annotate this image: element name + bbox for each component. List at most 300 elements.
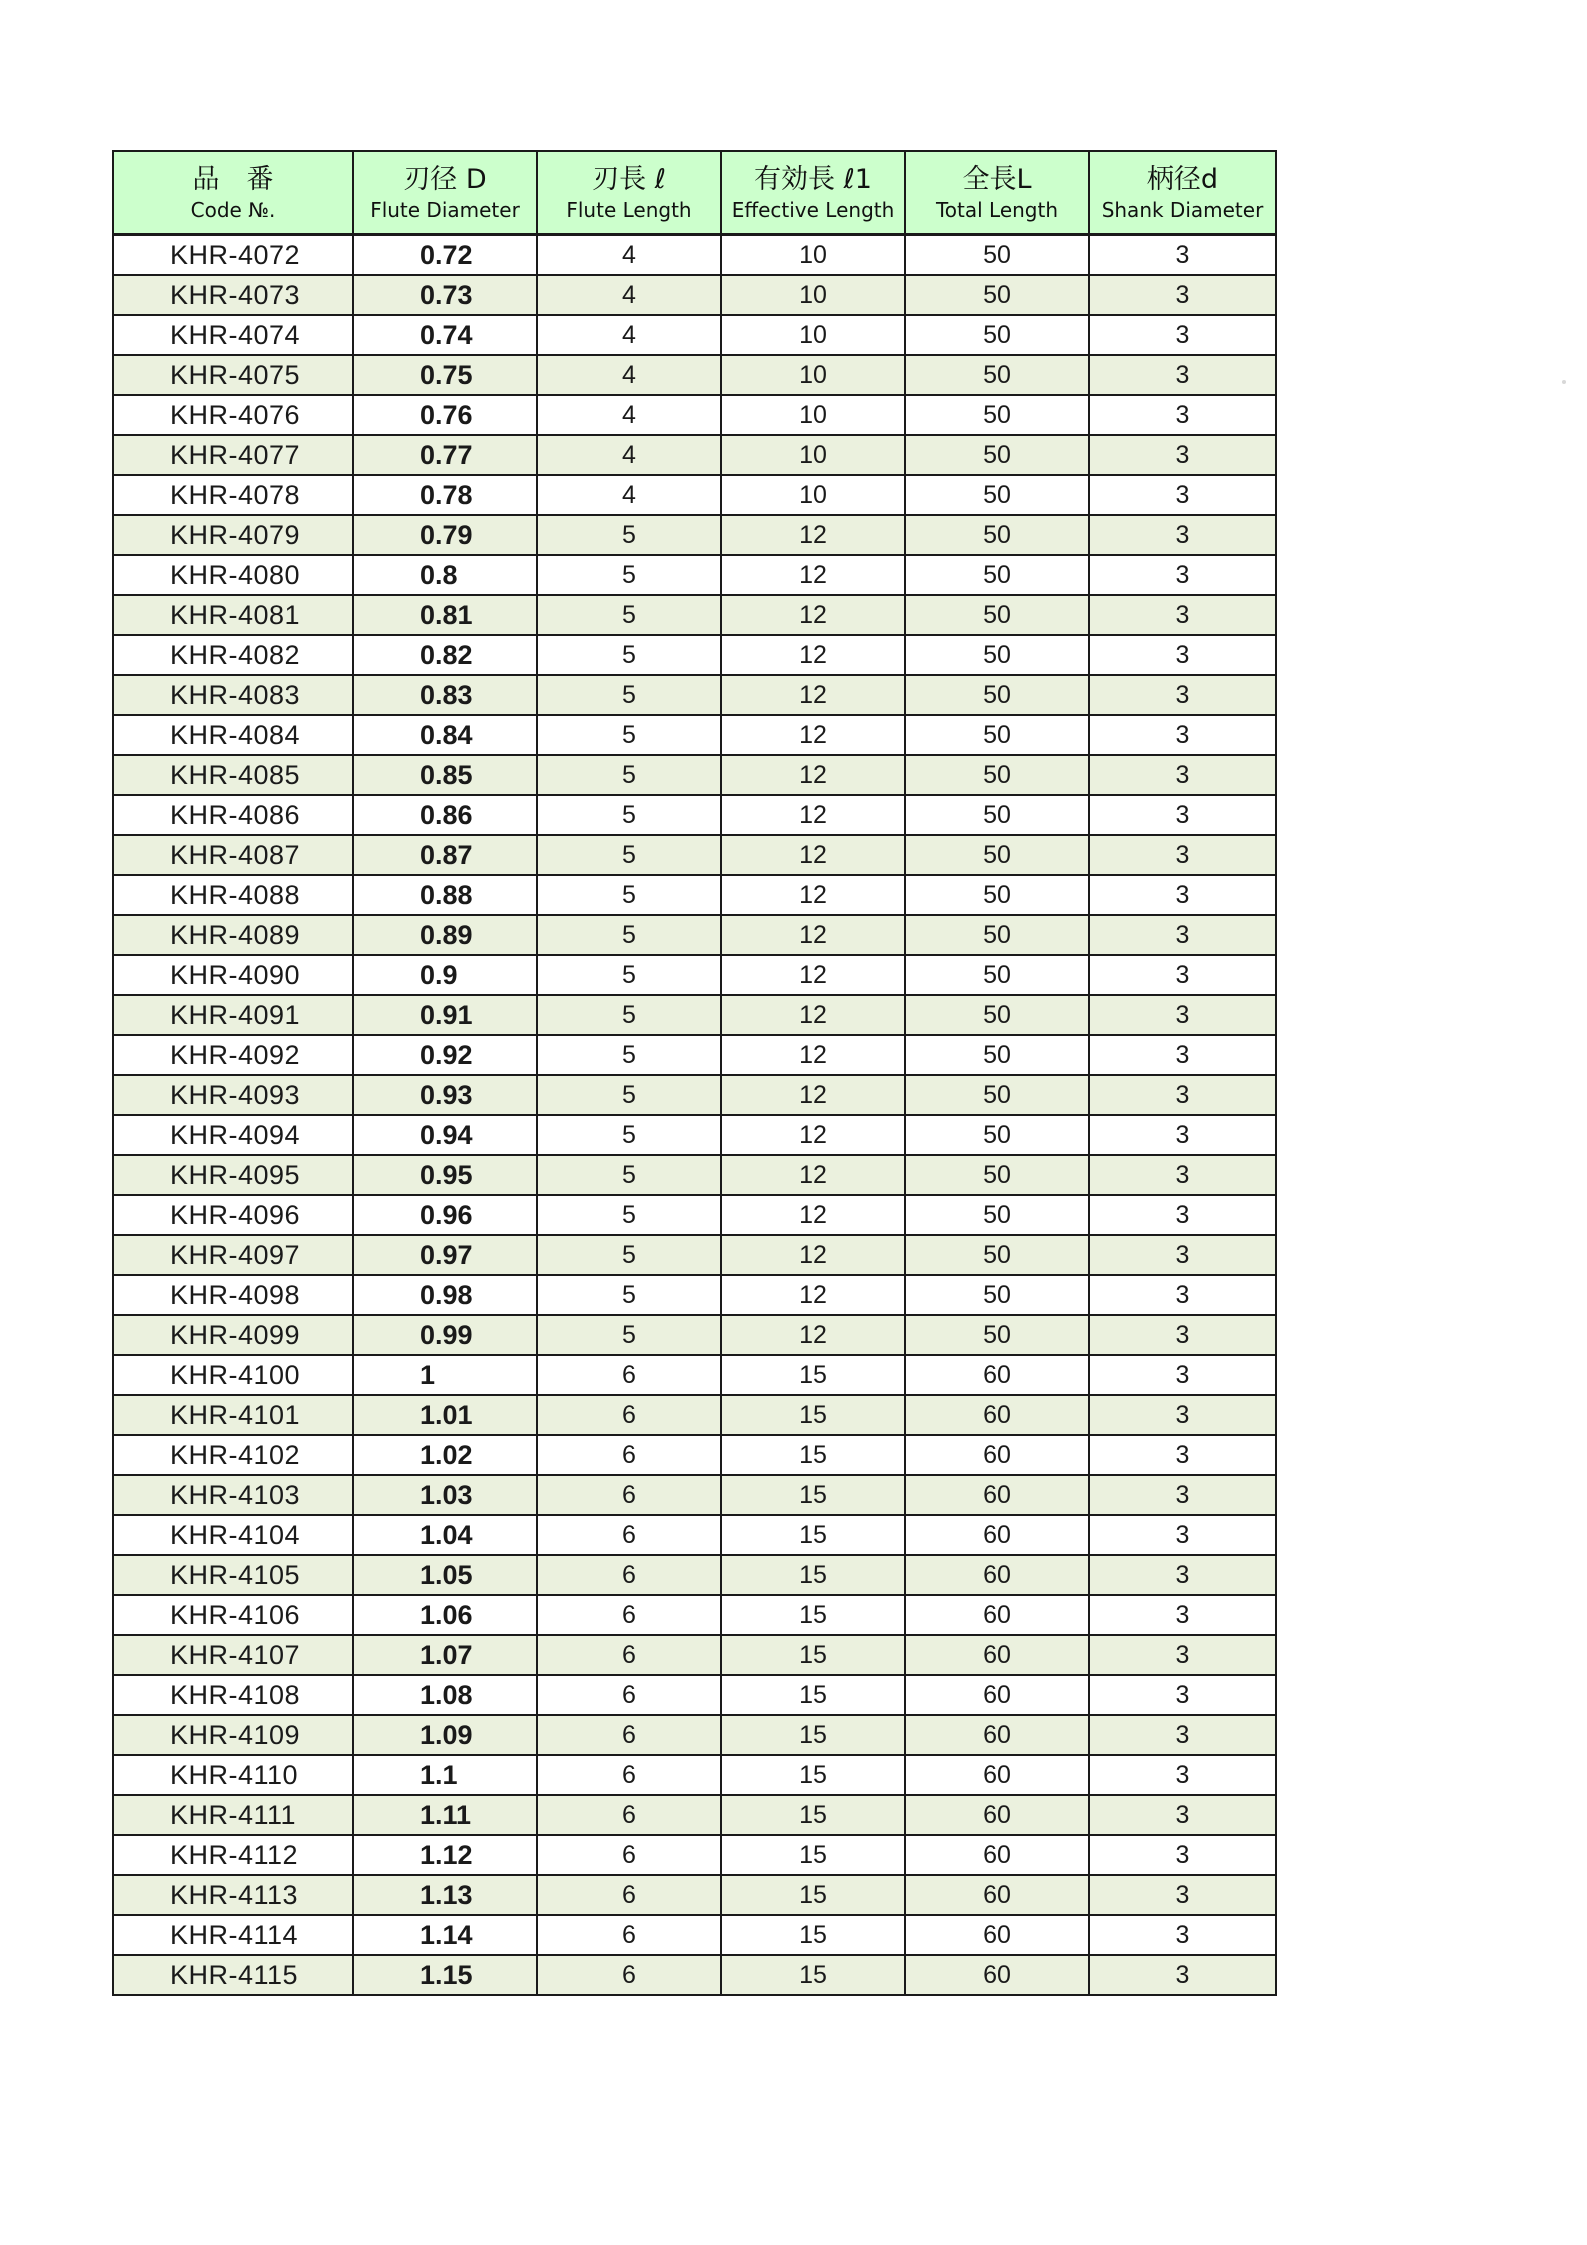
code-no-cell: KHR-4095 (113, 1155, 353, 1195)
flute-diameter-cell: 1.05 (353, 1555, 537, 1595)
total-length-cell: 50 (905, 395, 1089, 435)
total-length-cell: 50 (905, 995, 1089, 1035)
total-length-cell: 50 (905, 315, 1089, 355)
flute-diameter-cell: 0.95 (353, 1155, 537, 1195)
table-row (113, 1235, 1276, 1275)
flute-length-cell: 5 (537, 1275, 721, 1315)
header-flute-diameter (353, 151, 537, 235)
code-no-cell: KHR-4077 (113, 435, 353, 475)
header-total-length-en: Total Length (935, 197, 1059, 222)
effective-length-cell: 12 (721, 995, 905, 1035)
flute-length-cell: 5 (537, 675, 721, 715)
shank-diameter-cell: 3 (1089, 1675, 1276, 1715)
header-total-length (905, 151, 1089, 235)
total-length-cell: 50 (905, 1155, 1089, 1195)
table-row (113, 355, 1276, 395)
effective-length-cell: 12 (721, 1035, 905, 1075)
flute-length-cell: 6 (537, 1435, 721, 1475)
shank-diameter-cell: 3 (1089, 1395, 1276, 1435)
total-length-cell: 60 (905, 1515, 1089, 1555)
table-header (113, 151, 1276, 235)
table-row (113, 1635, 1276, 1675)
flute-diameter-cell: 0.84 (353, 715, 537, 755)
flute-length-cell: 4 (537, 435, 721, 475)
shank-diameter-cell: 3 (1089, 795, 1276, 835)
effective-length-cell: 10 (721, 355, 905, 395)
effective-length-cell: 12 (721, 755, 905, 795)
effective-length-cell: 15 (721, 1915, 905, 1955)
code-no-cell: KHR-4100 (113, 1355, 353, 1395)
code-no-cell: KHR-4076 (113, 395, 353, 435)
shank-diameter-cell: 3 (1089, 595, 1276, 635)
header-shank-diameter-jp: 柄径d (1146, 163, 1219, 195)
table-row (113, 315, 1276, 355)
header-effective-length (721, 151, 905, 235)
flute-diameter-cell: 0.93 (353, 1075, 537, 1115)
shank-diameter-cell: 3 (1089, 1875, 1276, 1915)
effective-length-cell: 12 (721, 835, 905, 875)
table-row (113, 1675, 1276, 1715)
table-row (113, 1395, 1276, 1435)
code-no-cell: KHR-4089 (113, 915, 353, 955)
flute-length-cell: 6 (537, 1395, 721, 1435)
flute-length-cell: 5 (537, 1195, 721, 1235)
flute-length-cell: 4 (537, 275, 721, 315)
table-row (113, 555, 1276, 595)
flute-diameter-cell: 0.75 (353, 355, 537, 395)
table-row (113, 235, 1276, 276)
flute-length-cell: 6 (537, 1595, 721, 1635)
shank-diameter-cell: 3 (1089, 995, 1276, 1035)
code-no-cell: KHR-4112 (113, 1835, 353, 1875)
shank-diameter-cell: 3 (1089, 875, 1276, 915)
effective-length-cell: 15 (721, 1355, 905, 1395)
effective-length-cell: 12 (721, 1235, 905, 1275)
code-no-cell: KHR-4093 (113, 1075, 353, 1115)
total-length-cell: 50 (905, 1035, 1089, 1075)
flute-diameter-cell: 1.12 (353, 1835, 537, 1875)
total-length-cell: 60 (905, 1955, 1089, 1995)
effective-length-cell: 15 (721, 1595, 905, 1635)
effective-length-cell: 12 (721, 595, 905, 635)
table-row (113, 475, 1276, 515)
table-row (113, 1475, 1276, 1515)
shank-diameter-cell: 3 (1089, 1755, 1276, 1795)
shank-diameter-cell: 3 (1089, 1235, 1276, 1275)
code-no-cell: KHR-4097 (113, 1235, 353, 1275)
total-length-cell: 50 (905, 355, 1089, 395)
flute-length-cell: 5 (537, 1315, 721, 1355)
table-row (113, 395, 1276, 435)
shank-diameter-cell: 3 (1089, 1915, 1276, 1955)
shank-diameter-cell: 3 (1089, 355, 1276, 395)
code-no-cell: KHR-4110 (113, 1755, 353, 1795)
flute-diameter-cell: 0.92 (353, 1035, 537, 1075)
code-no-cell: KHR-4086 (113, 795, 353, 835)
flute-diameter-cell: 0.86 (353, 795, 537, 835)
effective-length-cell: 12 (721, 515, 905, 555)
flute-diameter-cell: 0.96 (353, 1195, 537, 1235)
total-length-cell: 50 (905, 915, 1089, 955)
effective-length-cell: 15 (721, 1835, 905, 1875)
total-length-cell: 50 (905, 835, 1089, 875)
total-length-cell: 60 (905, 1555, 1089, 1595)
flute-diameter-cell: 1.01 (353, 1395, 537, 1435)
header-flute-diameter-jp: 刃径 D (403, 163, 487, 195)
effective-length-cell: 12 (721, 875, 905, 915)
total-length-cell: 60 (905, 1635, 1089, 1675)
table-row (113, 1155, 1276, 1195)
table-row (113, 1595, 1276, 1635)
shank-diameter-cell: 3 (1089, 755, 1276, 795)
code-no-cell: KHR-4074 (113, 315, 353, 355)
shank-diameter-cell: 3 (1089, 1715, 1276, 1755)
code-no-cell: KHR-4098 (113, 1275, 353, 1315)
table-row (113, 1195, 1276, 1235)
total-length-cell: 50 (905, 595, 1089, 635)
flute-diameter-cell: 0.91 (353, 995, 537, 1035)
shank-diameter-cell: 3 (1089, 555, 1276, 595)
table-row (113, 595, 1276, 635)
code-no-cell: KHR-4085 (113, 755, 353, 795)
shank-diameter-cell: 3 (1089, 475, 1276, 515)
total-length-cell: 60 (905, 1795, 1089, 1835)
table-row (113, 1275, 1276, 1315)
total-length-cell: 50 (905, 1195, 1089, 1235)
flute-diameter-cell: 0.97 (353, 1235, 537, 1275)
table-row (113, 435, 1276, 475)
header-effective-length-jp: 有効長 ℓ1 (754, 163, 872, 195)
effective-length-cell: 15 (721, 1515, 905, 1555)
flute-diameter-cell: 0.79 (353, 515, 537, 555)
effective-length-cell: 15 (721, 1435, 905, 1475)
flute-length-cell: 5 (537, 595, 721, 635)
table-row (113, 715, 1276, 755)
total-length-cell: 60 (905, 1355, 1089, 1395)
shank-diameter-cell: 3 (1089, 1315, 1276, 1355)
effective-length-cell: 12 (721, 955, 905, 995)
code-no-cell: KHR-4087 (113, 835, 353, 875)
header-shank-diameter (1089, 151, 1276, 235)
table-row (113, 1875, 1276, 1915)
table-row (113, 1355, 1276, 1395)
effective-length-cell: 10 (721, 315, 905, 355)
header-flute-length-jp: 刃長 ℓ (592, 163, 666, 195)
shank-diameter-cell: 3 (1089, 1835, 1276, 1875)
flute-diameter-cell: 0.89 (353, 915, 537, 955)
shank-diameter-cell: 3 (1089, 275, 1276, 315)
flute-diameter-cell: 0.85 (353, 755, 537, 795)
shank-diameter-cell: 3 (1089, 1075, 1276, 1115)
total-length-cell: 50 (905, 435, 1089, 475)
effective-length-cell: 12 (721, 795, 905, 835)
shank-diameter-cell: 3 (1089, 835, 1276, 875)
effective-length-cell: 12 (721, 555, 905, 595)
table-row (113, 1555, 1276, 1595)
flute-diameter-cell: 0.87 (353, 835, 537, 875)
code-no-cell: KHR-4109 (113, 1715, 353, 1755)
table-row (113, 835, 1276, 875)
flute-length-cell: 4 (537, 315, 721, 355)
flute-diameter-cell: 1.06 (353, 1595, 537, 1635)
flute-length-cell: 6 (537, 1555, 721, 1595)
effective-length-cell: 12 (721, 1275, 905, 1315)
flute-length-cell: 6 (537, 1795, 721, 1835)
shank-diameter-cell: 3 (1089, 1475, 1276, 1515)
total-length-cell: 60 (905, 1755, 1089, 1795)
total-length-cell: 60 (905, 1875, 1089, 1915)
table-row (113, 1035, 1276, 1075)
flute-diameter-cell: 1.13 (353, 1875, 537, 1915)
flute-length-cell: 5 (537, 1035, 721, 1075)
flute-length-cell: 5 (537, 955, 721, 995)
code-no-cell: KHR-4113 (113, 1875, 353, 1915)
effective-length-cell: 10 (721, 395, 905, 435)
flute-diameter-cell: 1.07 (353, 1635, 537, 1675)
code-no-cell: KHR-4083 (113, 675, 353, 715)
flute-diameter-cell: 0.9 (353, 955, 537, 995)
flute-diameter-cell: 1.03 (353, 1475, 537, 1515)
header-flute-length (537, 151, 721, 235)
table-row (113, 1955, 1276, 1995)
code-no-cell: KHR-4115 (113, 1955, 353, 1995)
effective-length-cell: 15 (721, 1955, 905, 1995)
flute-length-cell: 5 (537, 555, 721, 595)
flute-diameter-cell: 0.76 (353, 395, 537, 435)
flute-length-cell: 6 (537, 1955, 721, 1995)
code-no-cell: KHR-4111 (113, 1795, 353, 1835)
flute-length-cell: 4 (537, 395, 721, 435)
table-row (113, 1515, 1276, 1555)
table-row (113, 1435, 1276, 1475)
flute-diameter-cell: 1.04 (353, 1515, 537, 1555)
flute-diameter-cell: 0.88 (353, 875, 537, 915)
code-no-cell: KHR-4096 (113, 1195, 353, 1235)
code-no-cell: KHR-4114 (113, 1915, 353, 1955)
flute-length-cell: 4 (537, 355, 721, 395)
effective-length-cell: 12 (721, 915, 905, 955)
shank-diameter-cell: 3 (1089, 1355, 1276, 1395)
table-row (113, 795, 1276, 835)
shank-diameter-cell: 3 (1089, 1035, 1276, 1075)
flute-length-cell: 6 (537, 1755, 721, 1795)
code-no-cell: KHR-4101 (113, 1395, 353, 1435)
header-flute-diameter-en: Flute Diameter (370, 197, 520, 222)
code-no-cell: KHR-4103 (113, 1475, 353, 1515)
total-length-cell: 50 (905, 1315, 1089, 1355)
effective-length-cell: 12 (721, 675, 905, 715)
code-no-cell: KHR-4107 (113, 1635, 353, 1675)
flute-length-cell: 5 (537, 515, 721, 555)
table-row (113, 675, 1276, 715)
flute-length-cell: 5 (537, 1155, 721, 1195)
flute-length-cell: 5 (537, 835, 721, 875)
code-no-cell: KHR-4079 (113, 515, 353, 555)
header-shank-diameter-en: Shank Diameter (1101, 197, 1264, 222)
effective-length-cell: 12 (721, 1075, 905, 1115)
code-no-cell: KHR-4092 (113, 1035, 353, 1075)
total-length-cell: 50 (905, 675, 1089, 715)
total-length-cell: 60 (905, 1915, 1089, 1955)
effective-length-cell: 10 (721, 435, 905, 475)
shank-diameter-cell: 3 (1089, 1555, 1276, 1595)
table-row (113, 1915, 1276, 1955)
code-no-cell: KHR-4088 (113, 875, 353, 915)
flute-length-cell: 5 (537, 635, 721, 675)
total-length-cell: 50 (905, 1235, 1089, 1275)
code-no-cell: KHR-4108 (113, 1675, 353, 1715)
flute-length-cell: 5 (537, 755, 721, 795)
shank-diameter-cell: 3 (1089, 395, 1276, 435)
code-no-cell: KHR-4099 (113, 1315, 353, 1355)
table-row (113, 1075, 1276, 1115)
code-no-cell: KHR-4075 (113, 355, 353, 395)
flute-diameter-cell: 0.82 (353, 635, 537, 675)
flute-diameter-cell: 0.77 (353, 435, 537, 475)
total-length-cell: 50 (905, 755, 1089, 795)
table-row (113, 1795, 1276, 1835)
header-row (113, 151, 1276, 235)
shank-diameter-cell: 3 (1089, 1635, 1276, 1675)
flute-length-cell: 5 (537, 1115, 721, 1155)
flute-length-cell: 4 (537, 475, 721, 515)
total-length-cell: 50 (905, 515, 1089, 555)
header-code-no (113, 151, 353, 235)
flute-length-cell: 5 (537, 715, 721, 755)
total-length-cell: 50 (905, 1115, 1089, 1155)
shank-diameter-cell: 3 (1089, 675, 1276, 715)
header-flute-length-en: Flute Length (566, 197, 692, 222)
effective-length-cell: 15 (721, 1795, 905, 1835)
total-length-cell: 50 (905, 635, 1089, 675)
flute-length-cell: 5 (537, 1075, 721, 1115)
flute-diameter-cell: 0.72 (353, 235, 537, 276)
effective-length-cell: 10 (721, 475, 905, 515)
table-row (113, 1715, 1276, 1755)
flute-diameter-cell: 1.11 (353, 1795, 537, 1835)
shank-diameter-cell: 3 (1089, 1275, 1276, 1315)
flute-length-cell: 5 (537, 995, 721, 1035)
flute-diameter-cell: 1 (353, 1355, 537, 1395)
shank-diameter-cell: 3 (1089, 915, 1276, 955)
effective-length-cell: 15 (721, 1635, 905, 1675)
table-row (113, 955, 1276, 995)
flute-diameter-cell: 0.94 (353, 1115, 537, 1155)
total-length-cell: 50 (905, 875, 1089, 915)
header-effective-length-en: Effective Length (731, 197, 895, 222)
scan-speck (1562, 380, 1566, 384)
table-row (113, 875, 1276, 915)
total-length-cell: 50 (905, 475, 1089, 515)
total-length-cell: 50 (905, 715, 1089, 755)
flute-diameter-cell: 0.74 (353, 315, 537, 355)
effective-length-cell: 12 (721, 1195, 905, 1235)
table-row (113, 995, 1276, 1035)
code-no-cell: KHR-4106 (113, 1595, 353, 1635)
table-row (113, 635, 1276, 675)
shank-diameter-cell: 3 (1089, 715, 1276, 755)
flute-diameter-cell: 1.15 (353, 1955, 537, 1995)
effective-length-cell: 12 (721, 715, 905, 755)
code-no-cell: KHR-4090 (113, 955, 353, 995)
flute-diameter-cell: 0.81 (353, 595, 537, 635)
total-length-cell: 50 (905, 235, 1089, 276)
flute-diameter-cell: 1.1 (353, 1755, 537, 1795)
shank-diameter-cell: 3 (1089, 955, 1276, 995)
flute-length-cell: 6 (537, 1875, 721, 1915)
code-no-cell: KHR-4084 (113, 715, 353, 755)
code-no-cell: KHR-4105 (113, 1555, 353, 1595)
shank-diameter-cell: 3 (1089, 1435, 1276, 1475)
shank-diameter-cell: 3 (1089, 235, 1276, 276)
shank-diameter-cell: 3 (1089, 1115, 1276, 1155)
effective-length-cell: 15 (721, 1395, 905, 1435)
total-length-cell: 60 (905, 1835, 1089, 1875)
shank-diameter-cell: 3 (1089, 515, 1276, 555)
flute-length-cell: 4 (537, 235, 721, 276)
table-row (113, 275, 1276, 315)
flute-length-cell: 6 (537, 1835, 721, 1875)
total-length-cell: 60 (905, 1395, 1089, 1435)
flute-diameter-cell: 1.14 (353, 1915, 537, 1955)
total-length-cell: 50 (905, 795, 1089, 835)
shank-diameter-cell: 3 (1089, 1595, 1276, 1635)
code-no-cell: KHR-4072 (113, 235, 353, 276)
effective-length-cell: 15 (721, 1875, 905, 1915)
code-no-cell: KHR-4080 (113, 555, 353, 595)
effective-length-cell: 15 (721, 1555, 905, 1595)
header-code-no-en: Code №. (190, 197, 276, 222)
table-row (113, 515, 1276, 555)
total-length-cell: 60 (905, 1435, 1089, 1475)
code-no-cell: KHR-4078 (113, 475, 353, 515)
flute-length-cell: 6 (537, 1675, 721, 1715)
flute-diameter-cell: 1.08 (353, 1675, 537, 1715)
flute-length-cell: 6 (537, 1915, 721, 1955)
total-length-cell: 50 (905, 275, 1089, 315)
total-length-cell: 50 (905, 555, 1089, 595)
effective-length-cell: 15 (721, 1675, 905, 1715)
total-length-cell: 60 (905, 1595, 1089, 1635)
header-code-no-jp: 品 番 (192, 163, 274, 195)
table-row (113, 1115, 1276, 1155)
flute-diameter-cell: 0.78 (353, 475, 537, 515)
flute-length-cell: 6 (537, 1715, 721, 1755)
effective-length-cell: 15 (721, 1715, 905, 1755)
effective-length-cell: 12 (721, 1115, 905, 1155)
effective-length-cell: 10 (721, 275, 905, 315)
shank-diameter-cell: 3 (1089, 315, 1276, 355)
effective-length-cell: 15 (721, 1475, 905, 1515)
flute-length-cell: 6 (537, 1355, 721, 1395)
header-total-length-jp: 全長L (962, 163, 1032, 195)
effective-length-cell: 15 (721, 1755, 905, 1795)
shank-diameter-cell: 3 (1089, 1515, 1276, 1555)
table-row (113, 1755, 1276, 1795)
shank-diameter-cell: 3 (1089, 635, 1276, 675)
flute-diameter-cell: 1.02 (353, 1435, 537, 1475)
code-no-cell: KHR-4102 (113, 1435, 353, 1475)
effective-length-cell: 12 (721, 1315, 905, 1355)
total-length-cell: 60 (905, 1675, 1089, 1715)
effective-length-cell: 12 (721, 1155, 905, 1195)
flute-diameter-cell: 0.83 (353, 675, 537, 715)
flute-diameter-cell: 0.8 (353, 555, 537, 595)
flute-diameter-cell: 0.98 (353, 1275, 537, 1315)
total-length-cell: 50 (905, 1075, 1089, 1115)
total-length-cell: 60 (905, 1715, 1089, 1755)
shank-diameter-cell: 3 (1089, 1195, 1276, 1235)
